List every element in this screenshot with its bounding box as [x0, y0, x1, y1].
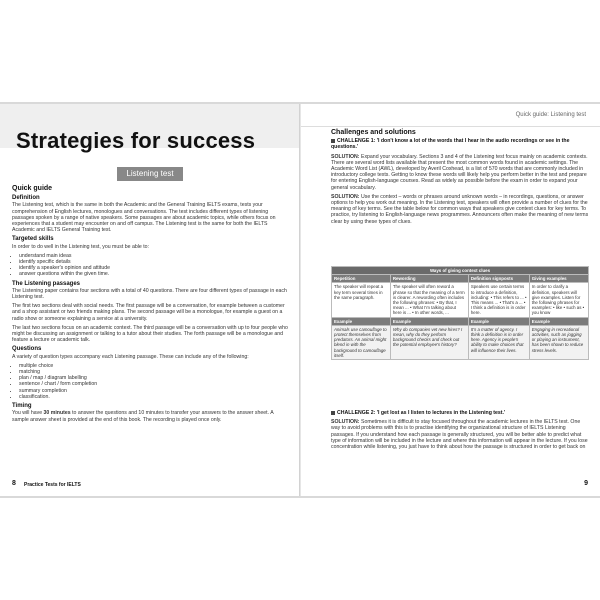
- definition-text: The Listening test, which is the same in both the Academic and the General Training IELTS exams, tests your comprehension of English lectures, monologues and conversations. The test includes different types of listening passages spoken by a range of native speakers. Some passages are about academic topics, while others focus on experiences that a student may encounter on and off campus. The Listening test is the same for both the IELTS Academic and IELTS General Training test.: [12, 202, 276, 234]
- page-number-right: 9: [584, 480, 588, 487]
- page-number-left: 8: [12, 480, 16, 487]
- questions-intro: A variety of question types accompany each Listening passage. These can include any of the following:: [12, 353, 249, 360]
- solution-2-text: Sometimes it is difficult to stay focused throughout the academic lectures in the IELTS test. One way to avoid problems with this is to practise identifying the organizational structure of IELTS Listening passages. If you understand how each passage is generally structured, you will be better able to predict what type of information will be included in the lecture and where this information will appear in the lecture. If you lose concentration while listening, you just have to think about how the passage is structured in order to get back on: [331, 419, 588, 451]
- solution-1b: [331, 194, 589, 225]
- list-item: • summary completion: [19, 388, 288, 394]
- table-caption-row: [332, 267, 589, 275]
- section-badge: Listening test: [117, 167, 183, 181]
- definition-heading: Definition: [12, 195, 40, 202]
- example-label-row: [332, 317, 589, 325]
- left-content: [12, 186, 288, 426]
- passages-heading: The Listening passages: [12, 280, 81, 287]
- context-clues-table: [331, 266, 589, 360]
- targeted-skills-intro: In order to do well in the Listening test, you must be able to:: [12, 243, 149, 250]
- passages-text-2: The first two sections deal with social needs. The first passage will be a conversation, for example between a customer and a shop assistant or two friends making plans. The second passage will be a monologue, for example a guest on a radio show or someone explaining a service at a university.: [12, 303, 285, 322]
- table-cell: In order to clarify a definition, speakers will give examples. Listen for the following phrases for examples: • like • such as • you know: [529, 283, 588, 317]
- passages-text-3: The last two sections focus on an academic context. The third passage will be a conversation with up to four people who might be discussing an assignment or talking to a tutor about their studies. The forth passage will be a monologue and feature a lecture or academic talk.: [12, 324, 288, 344]
- timing-duration: 30 minutes: [43, 410, 71, 417]
- col-header: Repetition: [332, 275, 391, 283]
- col-header: Giving examples: [529, 275, 588, 283]
- table-cell: The speaker will repeat a key term several times in the same paragraph.: [332, 283, 391, 317]
- solution-1: [331, 154, 589, 191]
- challenge-2: [331, 410, 589, 416]
- book-spread: [0, 104, 600, 496]
- left-page: [0, 104, 299, 496]
- table-row: [332, 283, 589, 317]
- skills-list: [12, 253, 288, 278]
- solution-label: SOLUTION:: [331, 193, 360, 200]
- list-item: • plan / map / diagram labelling: [19, 375, 288, 381]
- example-cell: Animals use camouflage to protect themselves from predators. An animal might blend in with the background to camouflage itself.: [332, 325, 391, 359]
- col-header: Rewording: [390, 275, 468, 283]
- running-head: Quick guide: Listening test: [515, 112, 586, 118]
- question-types-list: [12, 363, 288, 400]
- timing-text-end: to answer the questions and 10 minutes to transfer your answers to the answer sheet. A sample answer sheet is provided at the end of this book. The recording is played once only.: [12, 410, 274, 423]
- list-item: • multiple choice: [19, 363, 288, 369]
- quick-guide-heading: Quick guide: [12, 185, 53, 192]
- right-content-lower: [331, 410, 589, 453]
- challenge-1: [331, 138, 589, 150]
- list-item: • classification.: [19, 394, 288, 400]
- right-page: [301, 104, 600, 496]
- challenge-2-text: CHALLENGE 2: 'I get lost as I listen to lectures in the Listening test.': [337, 410, 506, 416]
- timing-text: [12, 410, 288, 422]
- timing-heading: Timing: [12, 403, 32, 410]
- challenge-bullet-icon: [331, 139, 335, 143]
- example-cell: It's a matter of agency. I think a definition is in order here. Agency is people's ability to make choices that will influence their lives.: [468, 325, 529, 359]
- list-item: • answer questions within the given time.: [19, 271, 288, 277]
- table-header-row: [332, 275, 589, 283]
- example-label: Example: [529, 317, 588, 325]
- passages-text-1: The Listening paper contains four sections with a total of 40 questions. There are four different types of passage in each Listening test.: [12, 287, 287, 301]
- list-item: • identify a speaker's opinion and attitude: [19, 265, 288, 271]
- solution-label: SOLUTION:: [331, 419, 360, 426]
- challenges-heading: Challenges and solutions: [331, 129, 416, 136]
- page-title: Strategies for success: [16, 128, 256, 153]
- right-content: [331, 130, 589, 228]
- questions-heading: Questions: [12, 346, 42, 353]
- solution-1-text: Expand your vocabulary. Sections 3 and 4 of the Listening test focus mainly on academic contexts. There are several word lists available that present the most common words found in academic settings. The Academic Word List (AWL), developed by Averil Coxhead, is a list of 570 words that are commonly included in introductory college texts. Getting to know these words will likely help you perform better in the test and prepare for entering English-language courses. Read as widely as possible before the exam in order to expand your general vocabulary.: [331, 153, 588, 191]
- list-item: • matching: [19, 369, 288, 375]
- solution-label: SOLUTION:: [331, 153, 360, 160]
- example-label: Example: [468, 317, 529, 325]
- timing-text-start: You will have: [12, 410, 43, 417]
- targeted-skills-heading: Targeted skills: [12, 236, 54, 243]
- table-row: [332, 325, 589, 359]
- example-label: Example: [332, 317, 391, 325]
- table-cell: The speaker will often reword a phrase so that the meaning of a term is clearer. A rewording often includes the following phrases: • By that, I mean ... • What I'm talking about here is ... • In other words, ...: [390, 283, 468, 317]
- solution-1b-text: Use the context – words or phrases around unknown words – in recordings, questions, or answer options to help you work out meaning. In the Listening test, speakers will often provide a number of clues for the meaning of key terms. See the table below for common ways that speakers give context clues for key terms. To practice, try listening to English-language news programmes. Announcers often make the meaning of new terms clear by using these types of clues.: [331, 193, 589, 225]
- example-label: Example: [390, 317, 468, 325]
- col-header: Definition signposts: [468, 275, 529, 283]
- list-item: • identify specific details: [19, 259, 288, 265]
- table-cell: Speakers use certain terms to introduce a definition, including: • This refers to ... • This means ... • That's a ... • I think a definition is in order here.: [468, 283, 529, 317]
- list-item: • understand main ideas: [19, 253, 288, 259]
- table-caption: Ways of giving context clues: [332, 267, 589, 275]
- challenge-bullet-icon: [331, 411, 335, 415]
- solution-2: [331, 419, 589, 450]
- book-title-footer: Practice Tests for IELTS: [24, 482, 81, 488]
- list-item: • sentence / chart / form completion: [19, 381, 288, 387]
- example-cell: Why do companies vet new hires? I mean, why do they perform background checks and check out the potential employee's history?: [390, 325, 468, 359]
- example-cell: Engaging in recreational activities, such as jogging or playing an instrument, has been shown to reduce stress levels.: [529, 325, 588, 359]
- challenge-1-text: CHALLENGE 1: 'I don't know a lot of the words that I hear in the audio recordings or see in the questions.': [331, 138, 570, 151]
